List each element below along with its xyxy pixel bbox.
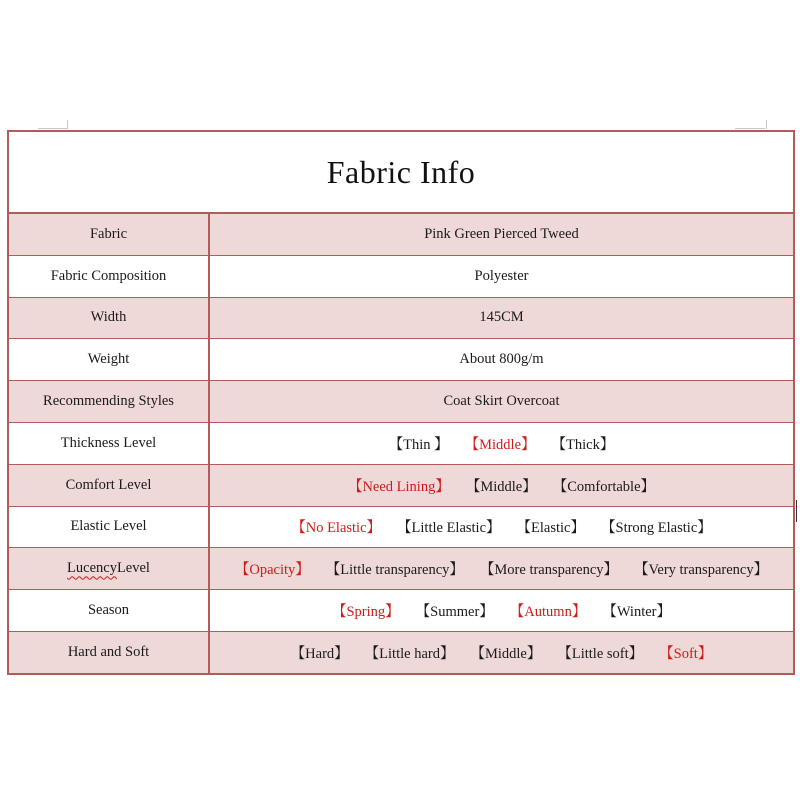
option-little-transparency: 【Little transparency】 [325,562,464,579]
row-label: Fabric [9,214,210,255]
option-elastic: 【Elastic】 [516,520,585,537]
option-strong-elastic: 【Strong Elastic】 [601,520,712,537]
row-label: Weight [9,339,210,380]
table-row-thickness-level [9,423,793,465]
row-label: Comfort Level [9,465,210,506]
option-more-transparency: 【More transparency】 [479,562,619,579]
table-title-row [9,132,793,214]
row-label [9,548,210,589]
row-label: Width [9,298,210,339]
row-options [210,423,793,464]
option-thick: 【Thick】 [551,436,615,453]
option-hard: 【Hard】 [290,645,349,662]
option-spring: 【Spring】 [331,604,400,621]
option-autumn: 【Autumn】 [509,604,587,621]
option-soft: 【Soft】 [659,645,713,662]
row-label: Recommending Styles [9,381,210,422]
table-row-comfort-level [9,465,793,507]
table-row-fabric [9,214,793,256]
row-label: Thickness Level [9,423,210,464]
option-little-elastic: 【Little Elastic】 [397,520,501,537]
row-value: About 800g/m [459,351,544,368]
row-label: Hard and Soft [9,632,210,673]
table-row-season [9,590,793,632]
option-middle: 【Middle】 [464,436,536,453]
option-little-hard: 【Little hard】 [364,645,455,662]
corner-mark-top-right [766,120,767,129]
corner-mark-top-left [38,128,68,129]
option-winter: 【Winter】 [602,604,672,621]
option-little-soft: 【Little soft】 [557,645,644,662]
text-cursor [796,500,797,522]
row-options [210,590,793,631]
option-no-elastic: 【No Elastic】 [291,520,382,537]
table-row-hard-and-soft [9,632,793,673]
table-row-recommending-styles [9,381,793,423]
table-row-width [9,298,793,340]
table-row-lucency-level [9,548,793,590]
option-very-transparency: 【Very transparency】 [634,562,769,579]
option-summer: 【Summer】 [415,604,494,621]
row-options [210,632,793,673]
table-row-weight [9,339,793,381]
row-label: Season [9,590,210,631]
table-row-elastic-level [9,507,793,549]
row-value: Polyester [474,267,529,284]
row-label: Fabric Composition [9,256,210,297]
option-opacity: 【Opacity】 [234,562,310,579]
option-thin: 【Thin 】 [388,436,449,453]
option-middle: 【Middle】 [465,478,537,495]
row-options [210,548,793,589]
table-title: Fabric Info [326,153,476,190]
row-value: 145CM [479,309,524,326]
option-comfortable: 【Comfortable】 [552,478,656,495]
fabric-info-table [7,130,795,675]
table-row-fabric-composition [9,256,793,298]
label-suffix: Level [116,560,150,577]
corner-mark-top-left [67,120,68,129]
row-options [210,507,793,548]
corner-mark-top-right [735,128,765,129]
row-value: Pink Green Pierced Tweed [424,225,579,242]
option-need-lining: 【Need Lining】 [347,478,450,495]
row-options [210,465,793,506]
row-value: Coat Skirt Overcoat [443,393,560,410]
spellcheck-word: Lucency [67,560,117,577]
row-label: Elastic Level [9,507,210,548]
option-middle: 【Middle】 [470,645,542,662]
